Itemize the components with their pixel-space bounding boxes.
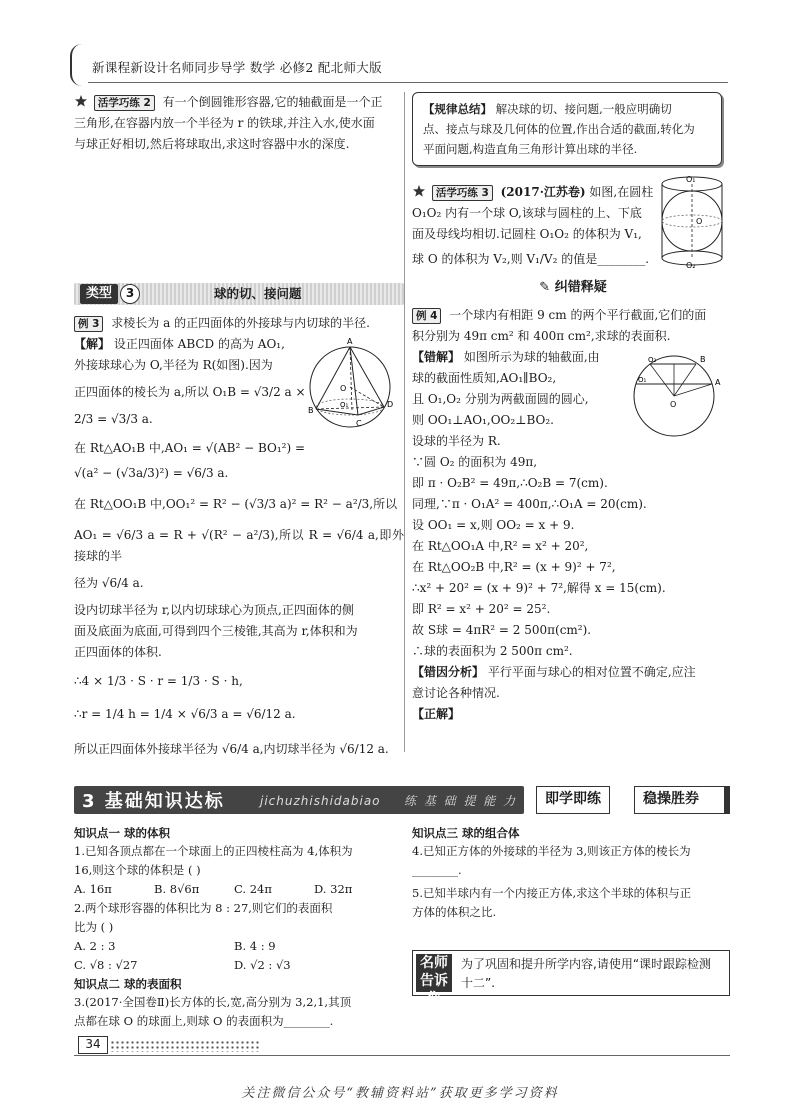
page-number: 34 — [78, 1036, 108, 1054]
example-3-text-4: 2/3 = √3/3 a. — [74, 412, 153, 426]
practice-3-text-3: 面及母线均相切.记圆柱 O₁O₂ 的体积为 V₁, — [412, 227, 642, 241]
rule-summary-box — [412, 92, 722, 166]
example-3-question-line — [74, 313, 404, 334]
banner-pinyin: jichuzhishidabiao — [260, 794, 381, 808]
q2-option-c: C. √8 : √27 — [74, 958, 138, 972]
q4-line-1: 4.已知正方体的外接球的半径为 3,则该正方体的棱长为 — [412, 844, 691, 858]
fig-label-O: O — [340, 384, 347, 393]
fig-label-D: D — [387, 400, 394, 409]
example-4-text-12: ∴x² + 20² = (x + 9)² + 7²,解得 x = 15(cm). — [412, 580, 666, 595]
example-3-text-3: 正四面体的棱长为 a,所以 O₁B = √3/2 a × — [74, 385, 306, 399]
left-column — [74, 92, 404, 760]
example-4-text-1: 如图所示为球的轴截面,由 — [463, 349, 600, 364]
practice-2-text-1: 有一个倒圆锥形容器,它的轴截面是一个正 — [162, 95, 383, 109]
fig-label-A: A — [347, 337, 353, 346]
knowledge-point-3: 知识点三 球的组合体 — [412, 826, 520, 840]
example-4-question-2: 积分别为 49π cm² 和 400π cm²,求球的表面积. — [412, 328, 671, 343]
example-4-block — [412, 305, 734, 725]
q5-line-1: 5.已知半球内有一个内接正方体,求这个半球的体积与正 — [412, 886, 692, 900]
page-header — [70, 44, 730, 86]
cylinder-sphere-figure — [656, 174, 732, 270]
error-analysis-line-1 — [412, 662, 734, 683]
q1-option-a: A. 16π — [74, 882, 112, 896]
practice-3-text-4: 球 O 的体积为 V₂,则 V₁/V₂ 的值是________. — [412, 252, 650, 266]
q2-line-2: 比为 ( ) — [74, 920, 114, 934]
q1-line-1: 1.已知各顶点都在一个球面上的正四棱柱高为 4,体积为 — [74, 844, 353, 858]
example-4-text-7: 即 π · O₂B² = 49π,∴O₂B = 7(cm). — [412, 475, 608, 490]
example-3-text-2: 外接球球心为 O,半径为 R(如图).因为 — [74, 358, 273, 372]
example-4-question-line-1 — [412, 305, 734, 326]
rule-summary-text-2: 点、接点与球及几何体的位置,作出合适的截面,转化为 — [423, 122, 695, 136]
fig-label-B: B — [308, 406, 314, 415]
wrong-solution-label: 【错解】 — [412, 349, 461, 364]
example-3-text-14: ∴r = 1/4 h = 1/4 × √6/3 a = √6/12 a. — [74, 707, 296, 721]
footer-rule — [74, 1055, 730, 1056]
example-4-text-4: 则 OO₁⊥AO₁,OO₂⊥BO₂. — [412, 412, 554, 427]
example-3-text-12: 正四面体的体积. — [74, 645, 162, 659]
practice-2-block — [74, 92, 404, 155]
fig-label-O2: O₂ — [648, 355, 657, 364]
column-divider — [404, 92, 405, 752]
example-3-text-8: AO₁ = √6/3 a = R + √(R² − a²/3),所以 R = √6/4 a,即外接球的半 — [74, 528, 404, 563]
example-4-text-13: 即 R² = x² + 20² = 25². — [412, 601, 551, 616]
q1-option-d: D. 32π — [314, 882, 353, 896]
example-4-tag: 例 4 — [412, 308, 441, 324]
teacher-tip-text: 为了巩固和提升所学内容,请使用“课时跟踪检测十二”. — [461, 957, 712, 990]
banner-tag-1: 即学即练 — [536, 786, 610, 814]
rule-summary-text-3: 平面问题,构造直角三角形计算出球的半径. — [423, 142, 638, 156]
practice-2-text-3: 与球正好相切,然后将球取出,求这时容器中水的深度. — [74, 137, 350, 151]
pen-icon: ✎ — [539, 280, 551, 295]
q2-option-d: D. √2 : √3 — [234, 958, 291, 972]
practice-2-tag: 活学巧练 2 — [94, 95, 155, 111]
right-column — [412, 92, 734, 725]
example-3-text-11: 面及底面为底面,可得到四个三棱锥,其高为 r,体积和为 — [74, 624, 358, 638]
q3-line-2: 点都在球 O 的球面上,则球 O 的表面积为________. — [74, 1014, 334, 1028]
fig-label-C: C — [356, 419, 362, 428]
example-4-text-3: 且 O₁,O₂ 分别为两截面圆的圆心, — [412, 391, 589, 406]
banner-tag-2: 稳操胜券 — [634, 786, 730, 814]
q1-line-2: 16,则这个球的体积是 ( ) — [74, 863, 201, 877]
banner-slogan: 练 基 础 提 能 力 — [404, 794, 518, 808]
error-section-title — [412, 278, 734, 299]
knowledge-right — [412, 824, 730, 922]
banner-main — [74, 786, 524, 814]
practice-3-source: (2017·江苏卷) — [500, 185, 586, 199]
header-curve — [70, 44, 86, 86]
header-rule — [88, 82, 728, 83]
bottom-note: 关注微信公众号“教辅资料站”获取更多学习资料 — [241, 1086, 559, 1101]
example-3-text-1: 设正四面体 ABCD 的高为 AO₁, — [113, 337, 285, 351]
fig-label-A: A — [715, 377, 721, 387]
example-3-text-9: 径为 √6/4 a. — [74, 576, 144, 590]
solution-label: 【解】 — [74, 337, 111, 351]
example-3-text-13: ∴4 × 1/3 · S · r = 1/3 · S · h, — [74, 674, 243, 688]
example-4-text-5: 设球的半径为 R. — [412, 433, 501, 448]
fig-label-O-cyl: O — [696, 217, 703, 226]
teacher-tip-badge: 名师告诉你 — [416, 954, 452, 992]
q2-option-a: A. 2 : 3 — [74, 939, 116, 953]
knowledge-point-1: 知识点一 球的体积 — [74, 826, 171, 840]
example-3-text-10: 设内切球半径为 r,以内切球球心为顶点,正四面体的侧 — [74, 603, 354, 617]
q1-option-c: C. 24π — [234, 882, 272, 896]
q2-line-1: 2.两个球形容器的体积比为 8 : 27,则它们的表面积 — [74, 901, 333, 915]
star-icon — [74, 94, 88, 108]
example-4-text-10: 在 Rt△OO₁A 中,R² = x² + 20², — [412, 538, 589, 553]
rule-summary-text-1: 解决球的切、接问题,一般应明确切 — [495, 102, 672, 116]
q2-options-row-1 — [74, 937, 398, 956]
practice-2-text-2: 三角形,在容器内放一个半径为 r 的铁球,并注入水,使水面 — [74, 116, 375, 130]
knowledge-point-2: 知识点二 球的表面积 — [74, 977, 182, 991]
correct-solution-label: 【正解】 — [412, 706, 461, 721]
rule-summary-line-1 — [423, 99, 711, 119]
example-3-text-6: √(a² − (√3a/3)²) = √6/3 a. — [74, 466, 229, 480]
rule-summary-label: 【规律总结】 — [423, 102, 492, 116]
q3-line-1: 3.(2017·全国卷Ⅱ)长方体的长,宽,高分别为 3,2,1,其顶 — [74, 995, 352, 1009]
knowledge-left — [74, 824, 398, 1031]
footer-dot-pattern — [110, 1040, 260, 1052]
example-4-text-6: ∵圆 O₂ 的面积为 49π, — [412, 454, 538, 469]
fig-label-O1-cyl: O₁ — [686, 175, 696, 184]
example-4-text-8: 同理,∵π · O₁A² = 400π,∴O₁A = 20(cm). — [412, 496, 647, 511]
q2-options-row-2 — [74, 956, 398, 975]
q4-line-2: ________. — [412, 863, 462, 877]
fig-label-O: O — [670, 399, 677, 409]
error-section-label: 纠错释疑 — [554, 280, 607, 295]
practice-3-block — [412, 175, 734, 270]
type-title: 球的切、接问题 — [214, 286, 302, 301]
q5-line-2: 方体的体积之比. — [412, 905, 497, 919]
practice-3-text-2: O₁O₂ 内有一个球 O,该球与圆柱的上、下底 — [412, 206, 642, 220]
star-icon — [412, 184, 426, 198]
header-title: 新课程新设计名师同步导学 数学 必修2 配北师大版 — [92, 60, 382, 75]
tetrahedron-sphere-figure — [298, 333, 404, 433]
example-3-block — [74, 313, 404, 760]
practice-3-tag: 活学巧练 3 — [432, 185, 493, 201]
q1-option-b: B. 8√6π — [154, 882, 200, 896]
error-analysis-text-2: 意讨论各种情况. — [412, 685, 500, 700]
example-3-text-15: 所以正四面体外接球半径为 √6/4 a,内切球半径为 √6/12 a. — [74, 742, 389, 756]
error-analysis-text-1: 平行平面与球心的相对位置不确定,应注 — [487, 664, 696, 679]
example-4-text-2: 球的截面性质知,AO₁∥BO₂, — [412, 370, 557, 385]
example-3-text-7: 在 Rt△OO₁B 中,OO₁² = R² − (√3/3 a)² = R² − a²/3,所以 — [74, 497, 398, 511]
q1-options — [74, 880, 398, 899]
example-4-text-14: 故 S球 = 4πR² = 2 500π(cm²). — [412, 622, 592, 637]
fig-label-O2-cyl: O₂ — [686, 261, 696, 270]
fig-label-B: B — [700, 354, 706, 364]
example-4-text-11: 在 Rt△OO₂B 中,R² = (x + 9)² + 7², — [412, 559, 616, 574]
example-3-question: 求棱长为 a 的正四面体的外接球与内切球的半径. — [111, 316, 370, 330]
section-banner — [74, 786, 730, 816]
fig-label-O1: O₁ — [638, 375, 647, 384]
practice-3-text-1: 如图,在圆柱 — [589, 185, 654, 199]
example-4-text-15: ∴球的表面积为 2 500π cm². — [412, 643, 573, 658]
fig-label-O1: O₁ — [340, 401, 349, 409]
type-3-bar — [74, 283, 404, 305]
example-3-tag: 例 3 — [74, 316, 103, 332]
practice-2-line-1 — [74, 92, 404, 113]
teacher-tip-box — [412, 950, 730, 1007]
example-4-question-1: 一个球内有相距 9 cm 的两个平行截面,它们的面 — [449, 307, 707, 322]
example-4-text-9: 设 OO₁ = x,则 OO₂ = x + 9. — [412, 517, 575, 532]
error-analysis-label: 【错因分析】 — [412, 664, 485, 679]
example-3-text-5: 在 Rt△AO₁B 中,AO₁ = √(AB² − BO₁²) = — [74, 441, 306, 455]
sphere-section-figure — [624, 351, 728, 441]
type-number: 3 — [120, 284, 140, 304]
type-label: 类型 — [80, 284, 118, 304]
banner-title: 3 基础知识达标 — [82, 791, 225, 812]
q2-option-b: B. 4 : 9 — [234, 939, 276, 953]
